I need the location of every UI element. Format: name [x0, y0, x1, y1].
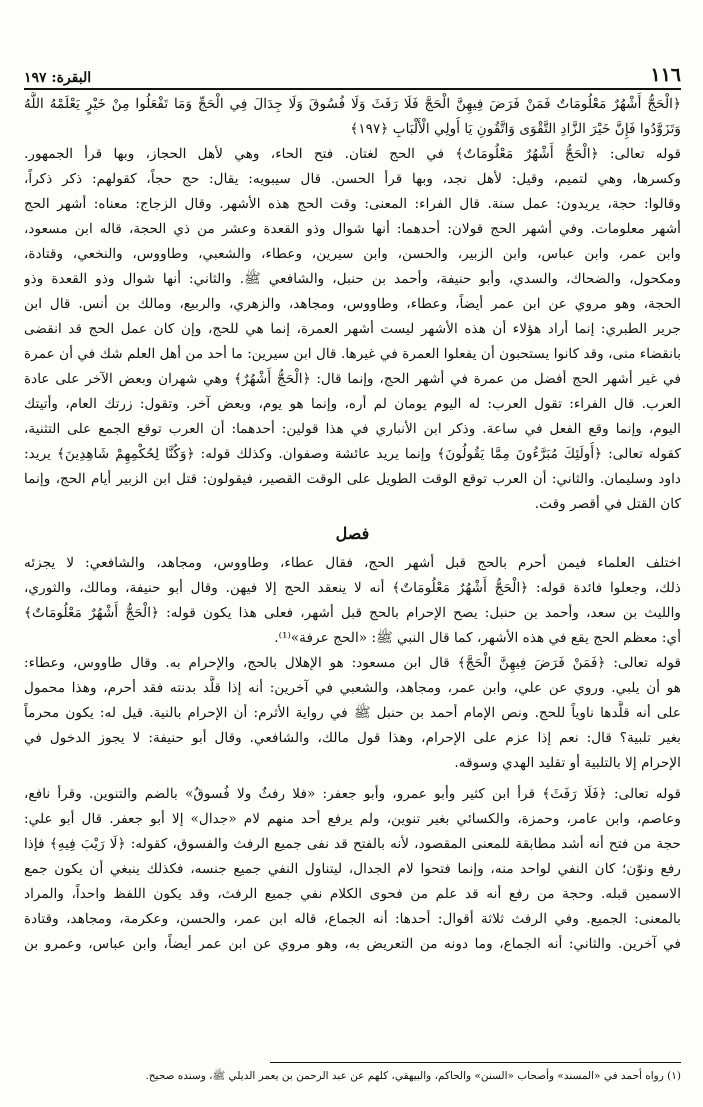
text-line: هو أن يلبي. وروي عن علي، وابن عمر، ومجاهد، والشعبي في آخرين: أنه إذا قلَّد بدنته فقد أحرم، وهذا محمول	[24, 680, 681, 696]
text-line: وابن عمر، وابن عباس، وابن الزبير، والحسن، وابن سيرين، وعطاء، والشعبي، وطاووس، والنخعي، وقتادة،	[24, 246, 681, 262]
surah-reference: البقرة: ١٩٧	[24, 70, 92, 86]
text-line: قوله تعالى: ﴿فَلَا رَفَثَ﴾ قرأ ابن كثير وأبو عمرو، وأبو جعفر: «فلا رفثٌ ولا فُسوقٌ» بالضم والتنوين. وقرأ نافع،	[24, 786, 681, 802]
page-header	[24, 62, 681, 86]
text-line: ذلك، وجعلوا فائدة قوله: ﴿الْحَجُّ أَشْهُرٌ مَعْلُومَاتٌ﴾ أنه لا ينعقد الحج إلا فيهن. وقال أبو حنيفة، ومالك، والثوري،	[24, 580, 681, 596]
text-line: حجة من فتح أنه أشد مطابقة للمعنى المقصود، لأنه بالفتح قد نفى جميع الرفث والفسوق، كقوله: ﴿لَا رَيْبَ فِيهِ﴾ فإذا	[24, 836, 681, 852]
text-line: بانقضاء منى، وقد كانوا يستحبون أن يفعلوا العمرة في غيرها. قال ابن سيرين: ما أحد من أهل العلم شك في أن عمرة	[24, 346, 681, 362]
text-line: ومكحول، والضحاك، والسدي، وأبو حنيفة، وأحمد بن حنبل، والشافعي ﷺ. والثاني: أنها شوال وذو القعدة وذو	[24, 271, 681, 287]
text-line: وعاصم، وابن عامر، وحمزة، والكسائي بغير تنوين، ولم يرفع أحد منهم لام «جدال» إلا أبو جعفر. قال أبو علي:	[24, 811, 681, 827]
text-line: داود وسليمان. والثاني: أن العرب توقع الوقت الطويل على الوقت القصير، فيقولون: قتل ابن الزبير أيام الحج، وإنما	[24, 471, 681, 487]
text-line: قوله تعالى: ﴿الْحَجُّ أَشْهُرٌ مَعْلُومَاتٌ﴾ في الحج لغتان. فتح الحاء، وهي لأهل الحجاز، وبها قرأ الجمهور.	[24, 146, 681, 162]
text-line: في غير أشهر الحج أفضل من عمرة في أشهر الحج، وإنما قال: ﴿الْحَجُّ أَشْهُرٌ﴾ وهي شهران وبعض الآخر على عادة	[24, 371, 681, 387]
text-line: اختلف العلماء فيمن أحرم بالحج قبل أشهر الحج، فقال عطاء، وطاووس، ومجاهد، والشافعي: لا يجزئه	[24, 555, 681, 571]
text-line: أي: معظم الحج يقع في هذه الأشهر، كما قال النبي ﷺ: «الحج عرفة»⁽¹⁾.	[274, 630, 681, 646]
text-line: بالمعنى: الجميع. وفي الرفث ثلاثة أقوال: أحدها: أنه الجماع، قاله ابن عمر، والحسن، وعكرمة، ومجاهد، وقتادة	[24, 911, 681, 927]
text-line: والليث بن سعد، وأحمد بن حنبل: يصح الإحرام بالحج قبل أشهر، فعلى هذا يكون قوله: ﴿الْحَجُّ أَشْهُرٌ مَعْلُومَاتٌ﴾	[24, 605, 681, 621]
text-line: على أنه قلَّدها ناوياً للحج. ونص الإمام أحمد بن حنبل ﷺ في رواية الأثرم: أن الإحرام بالنية. قيل له: يكون محرماً	[24, 705, 681, 721]
text-line: رفع ونوّن؛ كان النفي لواحد منه، وإنما فتحوا لام الجدال، ليتناول النفي جميع جنسه، فكذلك ينبغي أن يكون جمع	[24, 861, 681, 877]
text-line: قوله تعالى: ﴿فَمَنْ فَرَضَ فِيهِنَّ الْحَجَّ﴾ قال ابن مسعود: هو الإهلال بالحج، والإحرام به. وقال طاووس، وعطاء:	[24, 655, 681, 671]
text-line: الاسمين قبله. وحجة من رفع أنه قد علم من فحوى الكلام نفي جميع الرفث، وقد يكون اللفظ واحداً، والمراد	[24, 886, 681, 902]
page-number: ١١٦	[650, 64, 681, 86]
text-line: الحجة، وهو مروي عن ابن عمر أيضاً، وعطاء، وطاووس، ومجاهد، والزهري، والربيع، ومالك بن أنس. قال ابن	[24, 296, 681, 312]
text-line: الإحرام إلا بالتلبية أو تقليد الهدي وسوقه.	[454, 755, 681, 771]
text-line: كقوله تعالى: ﴿أُولَئِكَ مُبَرَّءُونَ مِمَّا يَقُولُونَ﴾ وإنما يريد عائشة وصفوان. وكذلك قوله: ﴿وَكُنَّا لِحُكْمِهِمْ شَاهِدِينَ﴾ يريد:	[24, 446, 681, 462]
verse-line: وَتَزَوَّدُوا فَإِنَّ خَيْرَ الزَّادِ التَّقْوَى وَاتَّقُونِ يَا أُولِي الْأَلْبَابِ ﴿١٩٧﴾	[350, 121, 681, 137]
text-line: اليوم، وإنما وقع الفعل في ساعة. وذكر ابن الأنباري في هذا قولين: أحدهما: أن العرب توقع الجمع على التثنية،	[24, 421, 681, 437]
text-line: جرير الطبري: إنما أراد هؤلاء أن هذه الأشهر ليست أشهر العمرة، إنما هي للحج، وإن كان عمل الحج قد انقضى	[24, 321, 681, 337]
section-heading: فصل	[335, 524, 370, 543]
text-line: العرب. قال الفراء: تقول العرب: له اليوم يومان لم أره، وإنما هو يوم، وبعض آخر. وتقول: زرتك العام، وأتيتك	[24, 396, 681, 412]
footnote-divider	[270, 1062, 681, 1063]
text-line: كان القتل في أقصر وقت.	[534, 496, 681, 512]
text-line: في آخرين. والثاني: أنه الجماع، وما دونه من التعريض به، وهو مروي عن ابن عمر أيضاً، وابن عباس، وعمرو بن	[24, 936, 681, 952]
footnote: (١) رواه أحمد في «المسند» وأصحاب «السنن» والحاكم، والبيهقي، كلهم عن عبد الرحمن بن يعمر الديلي ﷺ، وسنده صحيح.	[145, 1070, 681, 1082]
text-line: أشهر معلومات. وفي أشهر الحج قولان: أحدهما: أنها شوال وذو القعدة وعشر من ذي الحجة، قاله ابن مسعود،	[24, 221, 681, 237]
verse-line: ﴿الْحَجُّ أَشْهُرٌ مَعْلُومَاتٌ فَمَنْ فَرَضَ فِيهِنَّ الْحَجَّ فَلَا رَفَثَ وَلَا فُسُوقَ وَلَا جِدَالَ فِي الْحَجِّ وَمَا تَفْعَلُوا مِنْ خَيْرٍ يَعْلَمْهُ اللَّهُ	[24, 96, 681, 112]
header-divider	[24, 88, 681, 90]
text-line: بغير تلبية؟ قال: نعم إذا عزم على الإحرام، وهذا قول مالك، والشافعي. وقال أبو حنيفة: لا يجوز الدخول في	[24, 730, 681, 746]
text-line: وكسرها، وهي لتميم، وقيل: لأهل نجد، وبها قرأ الحسن. قال سيبويه: يقال: حج حجاً، كقولهم: ذكر ذكراً،	[24, 171, 681, 187]
body-text	[24, 92, 681, 957]
text-line: وقالوا: حجة، يريدون: عمل سنة. قال الفراء: المعنى: وقت الحج هذه الأشهر. وقال الزجاج: معناه: أشهر الحج	[24, 196, 681, 212]
